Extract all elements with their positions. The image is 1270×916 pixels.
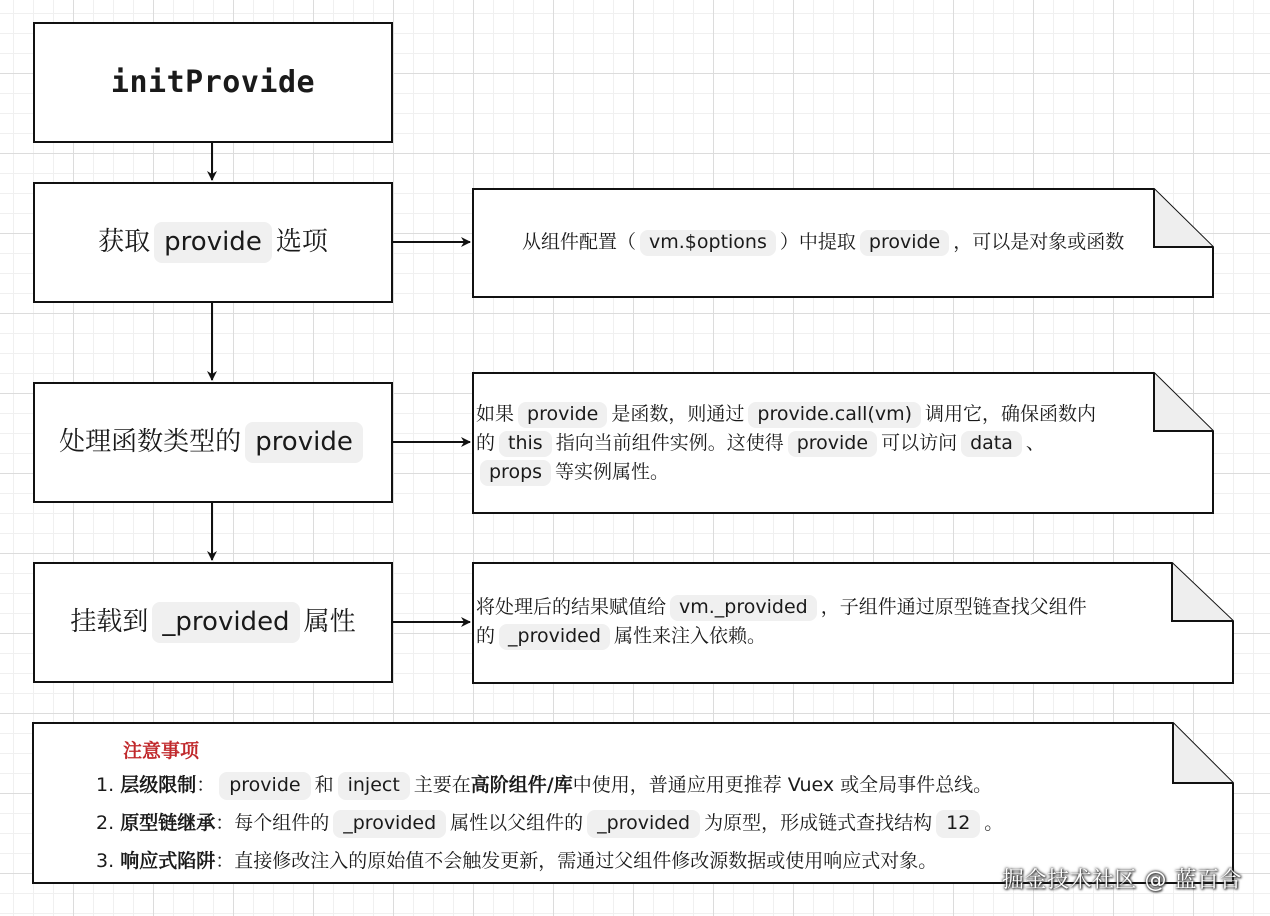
caution-item2-sep: ：: [215, 812, 235, 834]
note2-t7: 、: [1025, 432, 1045, 454]
caution-item1-t3: 中使用，普通应用更推荐 Vuex 或全局事件总线。: [572, 774, 993, 796]
step1-pre: 获取: [98, 226, 151, 257]
note-extract-provide: [472, 188, 1214, 298]
watermark: 掘金技术社区 @ 蓝百合: [1002, 868, 1242, 893]
caution-title: 注意事项: [123, 740, 200, 762]
step3-post: 属性: [303, 606, 356, 637]
step2-pre: 处理函数类型的: [59, 426, 242, 457]
note2-code-provide: provide: [518, 402, 607, 428]
caution-item1-code-inject: inject: [338, 772, 410, 800]
note2-code-call: provide.call(vm): [748, 402, 921, 428]
note2-code-this: this: [499, 431, 552, 457]
note-function-provide: [472, 372, 1214, 514]
note1-code-options: vm.$options: [640, 230, 776, 256]
caution-item2-t2: 属性以父组件的: [450, 812, 584, 834]
caution-item3-bold: 响应式陷阱: [120, 850, 216, 872]
caution-item2-bold: 原型链继承: [120, 812, 216, 834]
caution-item-reactivity: [96, 842, 1003, 880]
caution-item2-num: 2.: [96, 812, 115, 834]
note1-t3: ，可以是对象或函数: [953, 231, 1125, 253]
step-mount-provided-box: [33, 562, 393, 683]
note2-t6: 可以访问: [881, 432, 958, 454]
note1-code-provide: provide: [860, 230, 949, 256]
note2-t3: 调用它，确保函数内: [925, 403, 1097, 425]
note1-t1: 从组件配置（: [522, 231, 637, 253]
caution-item2-reference-badge: 12: [936, 810, 980, 838]
caution-item1-code-provide: provide: [219, 772, 310, 800]
step1-code: provide: [154, 222, 272, 263]
note1-text: [522, 228, 1124, 257]
note2-t4: 的: [476, 432, 496, 454]
note2-code-props: props: [480, 460, 551, 486]
caution-item3-t1: 直接修改注入的原始值不会触发更新，需通过父组件修改源数据或使用响应式对象。: [234, 850, 938, 872]
caution-item2-code-provided-2: _provided: [587, 810, 700, 838]
note-mount-provided: [472, 562, 1234, 684]
note2-code-data: data: [961, 431, 1022, 457]
caution-item1-num: 1.: [96, 774, 115, 796]
caution-item1-bold: 层级限制: [120, 774, 197, 796]
note3-t4: 属性来注入依赖。: [613, 625, 766, 647]
caution-item-prototype: [96, 804, 1003, 842]
note2-t8: 等实例属性。: [555, 461, 670, 483]
note2-t2: 是函数，则通过: [611, 403, 745, 425]
caution-item2-t4: 。: [984, 812, 1004, 834]
caution-item1-sep: ：: [196, 774, 216, 796]
note3-code-vm-provided: vm._provided: [670, 595, 817, 621]
note3-t2: ，子组件通过原型链查找父组件: [820, 596, 1087, 618]
caution-item2-t3: 为原型，形成链式查找结构: [704, 812, 933, 834]
caution-item1-t2: 主要在: [413, 774, 471, 796]
step1-post: 选项: [275, 226, 328, 257]
step-get-provide-box: [33, 182, 393, 303]
note2-t5: 指向当前组件实例。这使得: [555, 432, 784, 454]
step3-pre: 挂载到: [70, 606, 149, 637]
note2-code-provide-2: provide: [788, 431, 877, 457]
caution-item2-t1: 每个组件的: [234, 812, 330, 834]
note1-t2: ）中提取: [779, 231, 856, 253]
caution-list: [96, 766, 1003, 880]
caution-item3-num: 3.: [96, 850, 115, 872]
note2-text: [476, 400, 1096, 487]
note2-t1: 如果: [476, 403, 515, 425]
title-label: initProvide: [110, 65, 316, 100]
note3-code-provided: _provided: [499, 624, 610, 650]
caution-item3-sep: ：: [215, 850, 235, 872]
step-handle-function-box: [33, 382, 393, 503]
caution-item1-t1: 和: [314, 774, 334, 796]
step3-code: _provided: [152, 602, 299, 643]
note3-t1: 将处理后的结果赋值给: [476, 596, 667, 618]
caution-item1-bold2: 高阶组件/库: [470, 774, 573, 796]
caution-item-hierarchy: [96, 766, 1003, 804]
note3-t3: 的: [476, 625, 496, 647]
step2-code: provide: [245, 422, 363, 463]
note3-text: [476, 593, 1087, 651]
title-box: [33, 22, 393, 143]
caution-item2-code-provided: _provided: [333, 810, 446, 838]
